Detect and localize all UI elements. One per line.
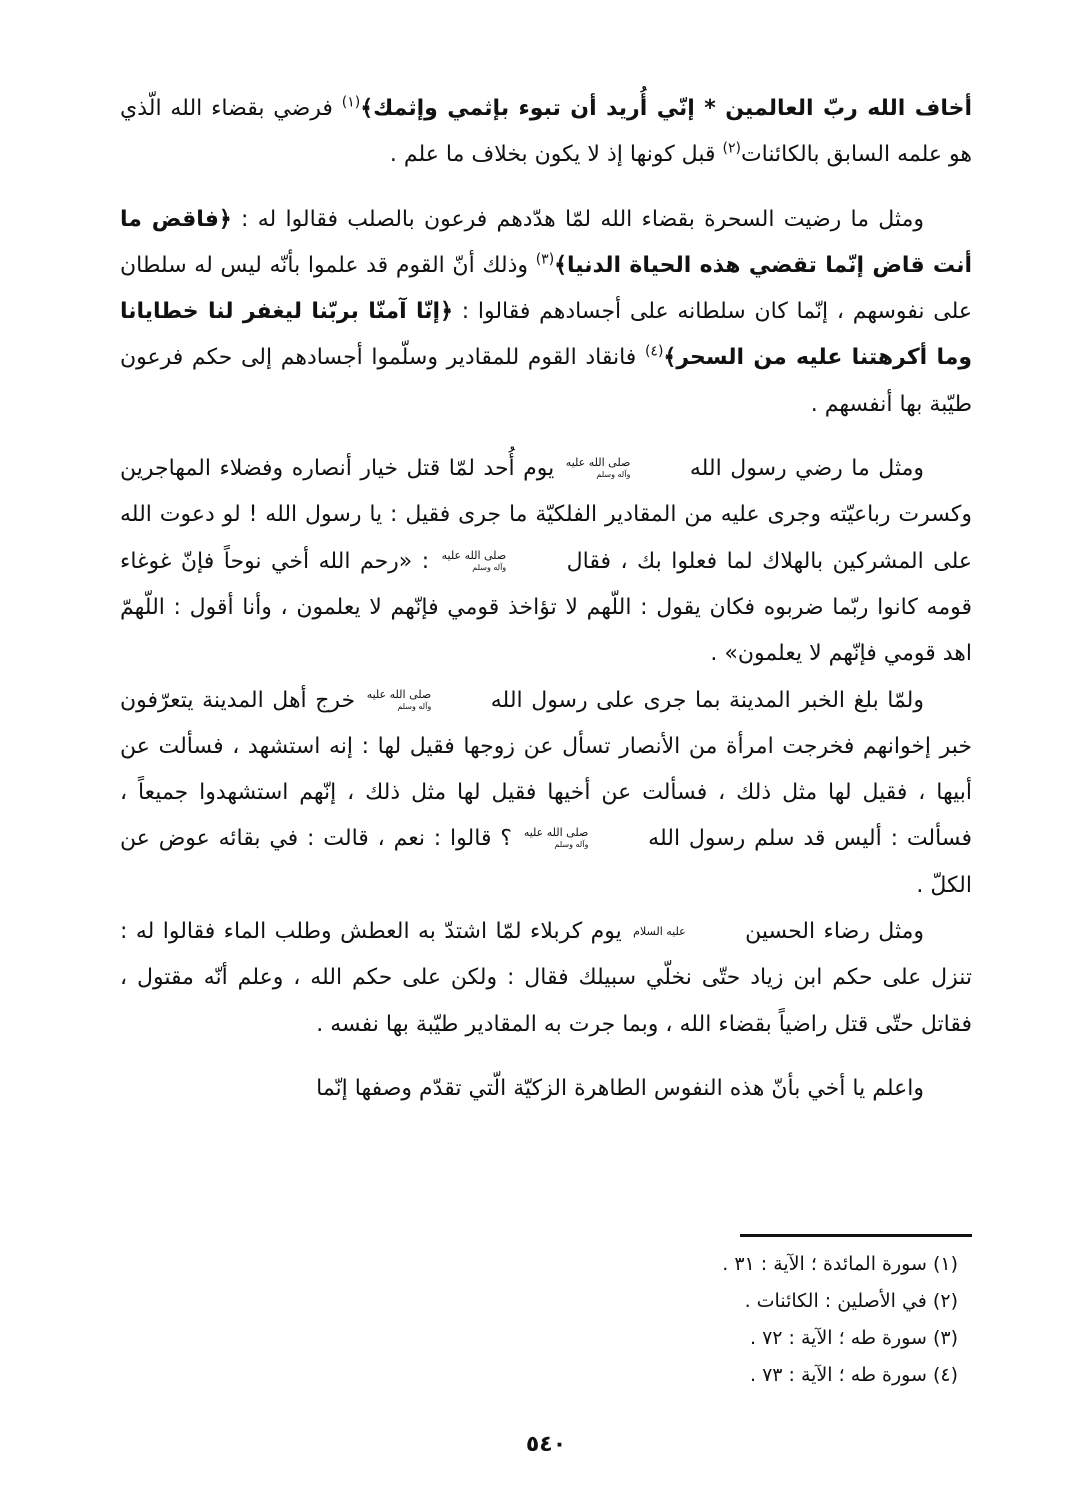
paragraph-text: فرضي بقضاء الله الّذي هو علمه السابق بالكائنات (120, 96, 972, 168)
salutation-top: صلى الله عليه (441, 548, 507, 562)
paragraph-text: ومثل ما رضيت السحرة بقضاء الله لمّا هدّدهم فرعون بالصلب فقالوا له : (231, 206, 924, 232)
footnote-ref-2[interactable]: (٢) (722, 140, 741, 157)
salutation-prophet (367, 689, 480, 713)
paragraph-3 (120, 446, 972, 677)
footnote-ref-4[interactable]: (٤) (644, 344, 664, 361)
footnotes-list (258, 1246, 958, 1394)
salutation-prophet (524, 827, 637, 851)
paragraph-1 (120, 86, 972, 179)
salutation-bottom: وآله وسلم (472, 562, 507, 572)
footnote-item: (٢) في الأصلين : الكائنات . (744, 1290, 958, 1312)
salutation-imam: عليه السلام (633, 925, 686, 939)
quran-verse: ﴿فاقض ما أنت قاض إنّما تقضي هذه الحياة الدنيا﴾ (120, 206, 973, 278)
paragraph-text: واعلم يا أخي بأنّ هذه النفوس الطاهرة الزكيّة الّتي تقدّم وصفها إنّما (316, 1075, 924, 1101)
footnote-ref-1[interactable]: (١) (341, 94, 361, 111)
paragraph-text: يوم كربلاء لمّا اشتدّ به العطش وطلب الماء فقالوا له : تنزل على حكم ابن زياد حتّى نخلّي سبيلك فقال : ولكن على حكم الله ، وعلم أنّه مقتول ، فقاتل حتّى قتل راضياً بقضاء الله ، وبما جرت به المقادير طيّبة بها نفسه . (120, 919, 972, 1037)
page-number: ٥٤٠ (525, 1432, 567, 1457)
footnote-divider (740, 1234, 972, 1237)
paragraph-text: ؟ قالوا : نعم ، قالت : في بقائه عوض عن الكلّ . (120, 826, 972, 898)
paragraph-4 (120, 678, 972, 909)
salutation-bottom: وآله وسلم (554, 840, 589, 850)
paragraph-text: وذلك أنّ القوم قد علموا بأنّه ليس له سلطان على نفوسهم ، إنّما كان سلطانه على أجسادهم فقالوا : (120, 252, 972, 325)
salutation-prophet (442, 550, 555, 574)
footnote-item: (٣) سورة طه ؛ الآية : ٧٢ . (749, 1327, 958, 1349)
salutation-bottom: وآله وسلم (596, 470, 631, 480)
salutation-top: صلى الله عليه (565, 456, 631, 470)
salutation-prophet (566, 457, 679, 481)
footnote-item: (١) سورة المائدة ؛ الآية : ٣١ . (722, 1253, 958, 1275)
salutation-bottom: وآله وسلم (397, 701, 432, 711)
quran-verse: ﴿إنّا آمنّا بربّنا ليغفر لنا خطايانا وما أكرهتنا عليه من السحر﴾ (120, 299, 972, 371)
salutation-top: صلى الله عليه (523, 826, 589, 840)
footnote-item: (٤) سورة طه ؛ الآية : ٧٣ . (749, 1364, 958, 1386)
footnote-ref-3[interactable]: (٣) (535, 251, 555, 268)
paragraph-5 (120, 909, 972, 1048)
paragraph-text: ومثل ما رضي رسول الله (681, 456, 924, 482)
paragraph-text: خرج أهل المدينة يتعرّفون خبر إخوانهم فخرجت امرأة من الأنصار تسأل عن زوجها فقيل لها : إنه استشهد ، فسألت عن أبيها ، فقيل لها مثل ذلك ، فسألت عن أخيها فقيل لها مثل ذلك ، إنّهم استشهدوا جميعاً ، فسألت : أليس قد سلم رسول الله (120, 687, 972, 852)
paragraph-text: ولمّا بلغ الخبر المدينة بما جرى على رسول الله (482, 687, 924, 713)
paragraph-2 (120, 197, 972, 428)
book-page (120, 86, 972, 1466)
paragraph-text: ومثل رضاء الحسين (736, 919, 924, 945)
paragraph-text: قبل كونها إذ لا يكون بخلاف ما علم . (389, 142, 723, 168)
paragraph-6 (120, 1066, 972, 1112)
paragraph-text: فانقاد القوم للمقادير وسلّموا أجسادهم إلى حكم فرعون طيّبة بها أنفسهم . (120, 345, 972, 417)
quran-verse: أخاف الله ربّ العالمين * إنّي أُريد أن تبوء بإثمي وإثمك﴾ (360, 96, 973, 121)
paragraph-text: : «رحم الله أخي نوحاً فإنّ غوغاء قومه كانوا ربّما ضربوه فكان يقول : اللّهم لا تؤاخذ قومي فإنّهم لا يعلمون ، وأنا أقول : اللّهمّ اهد قومي فإنّهم لا يعلمون» . (120, 548, 972, 667)
paragraph-text: يوم أُحد لمّا قتل خيار أنصاره وفضلاء المهاجرين وكسرت رباعيّته وجرى عليه من المقادير الفلكيّة ما جرى فقيل : يا رسول الله ! لو دعوت الله على المشركين بالهلاك لما فعلوا بك ، فقال (120, 456, 972, 574)
salutation-top: صلى الله عليه (366, 687, 432, 701)
